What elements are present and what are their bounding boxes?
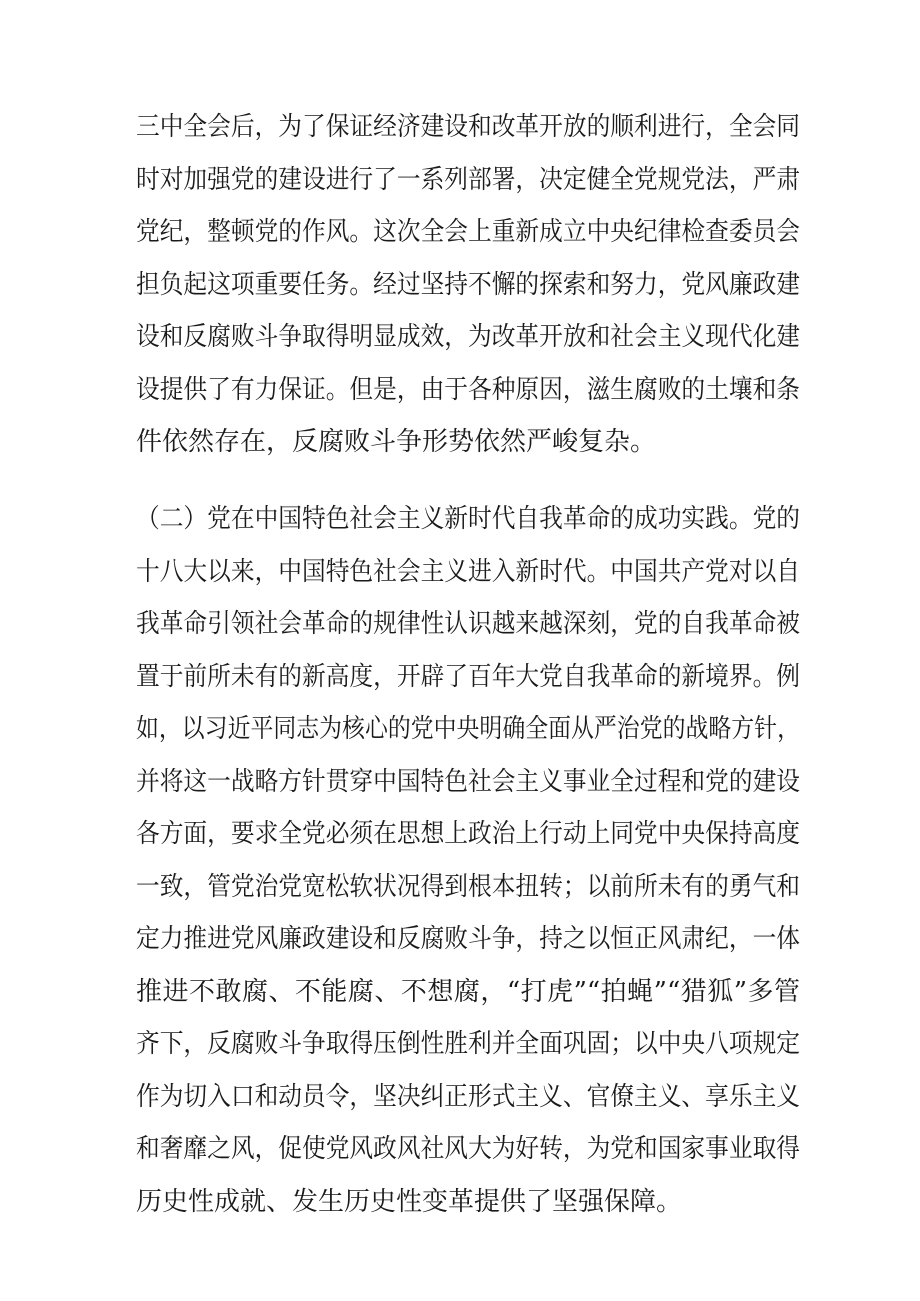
paragraph-line: 和奢靡之风，促使党风政风社风大为好转，为党和国家事业取得	[136, 1134, 801, 1164]
paragraph-line: 十八大以来，中国特色社会主义进入新时代。中国共产党对以自	[136, 556, 801, 587]
paragraph-line: 设和反腐败斗争取得明显成效，为改革开放和社会主义现代化建	[136, 322, 801, 352]
paragraph-line: 担负起这项重要任务。经过坚持不懈的探索和努力，党风廉政建	[136, 269, 801, 300]
paragraph-line: 历史性成就、发生历史性变革提供了坚强保障。	[136, 1186, 683, 1217]
paragraph-line: 三中全会后，为了保证经济建设和改革开放的顺利进行，全会同	[136, 112, 801, 142]
paragraph-line: 如，以习近平同志为核心的党中央明确全面从严治党的战略方针，	[136, 714, 800, 744]
paragraph-line: 各方面，要求全党必须在思想上政治上行动上同党中央保持高度	[136, 819, 801, 849]
section-heading-line: （二）党在中国特色社会主义新时代自我革命的成功实践。党的	[136, 504, 801, 534]
paragraph-line: 并将这一战略方针贯穿中国特色社会主义事业全过程和党的建设	[136, 766, 801, 797]
paragraph-line: 我革命引领社会革命的规律性认识越来越深刻，党的自我革命被	[136, 609, 801, 639]
paragraph-line: 党纪，整顿党的作风。这次全会上重新成立中央纪律检查委员会	[136, 217, 801, 247]
paragraph-line: 置于前所未有的新高度，开辟了百年大党自我革命的新境界。例	[136, 661, 801, 692]
paragraph-line: 推进不敢腐、不能腐、不想腐，“打虎”“拍蝇”“猎狐”多管	[136, 976, 800, 1007]
paragraph-line: 件依然存在，反腐败斗争形势依然严峻复杂。	[136, 427, 657, 457]
paragraph-line: 一致，管党治党宽松软状况得到根本扭转；以前所未有的勇气和	[136, 871, 801, 902]
paragraph-line: 齐下，反腐败斗争取得压倒性胜利并全面巩固；以中央八项规定	[136, 1029, 801, 1059]
paragraph-line: 时对加强党的建设进行了一系列部署，决定健全党规党法，严肃	[136, 164, 801, 195]
paragraph-line: 定力推进党风廉政建设和反腐败斗争，持之以恒正风肃纪，一体	[136, 924, 801, 954]
paragraph-line: 作为切入口和动员令，坚决纠正形式主义、官僚主义、享乐主义	[136, 1081, 801, 1112]
paragraph-line: 设提供了有力保证。但是，由于各种原因，滋生腐败的土壤和条	[136, 374, 801, 405]
